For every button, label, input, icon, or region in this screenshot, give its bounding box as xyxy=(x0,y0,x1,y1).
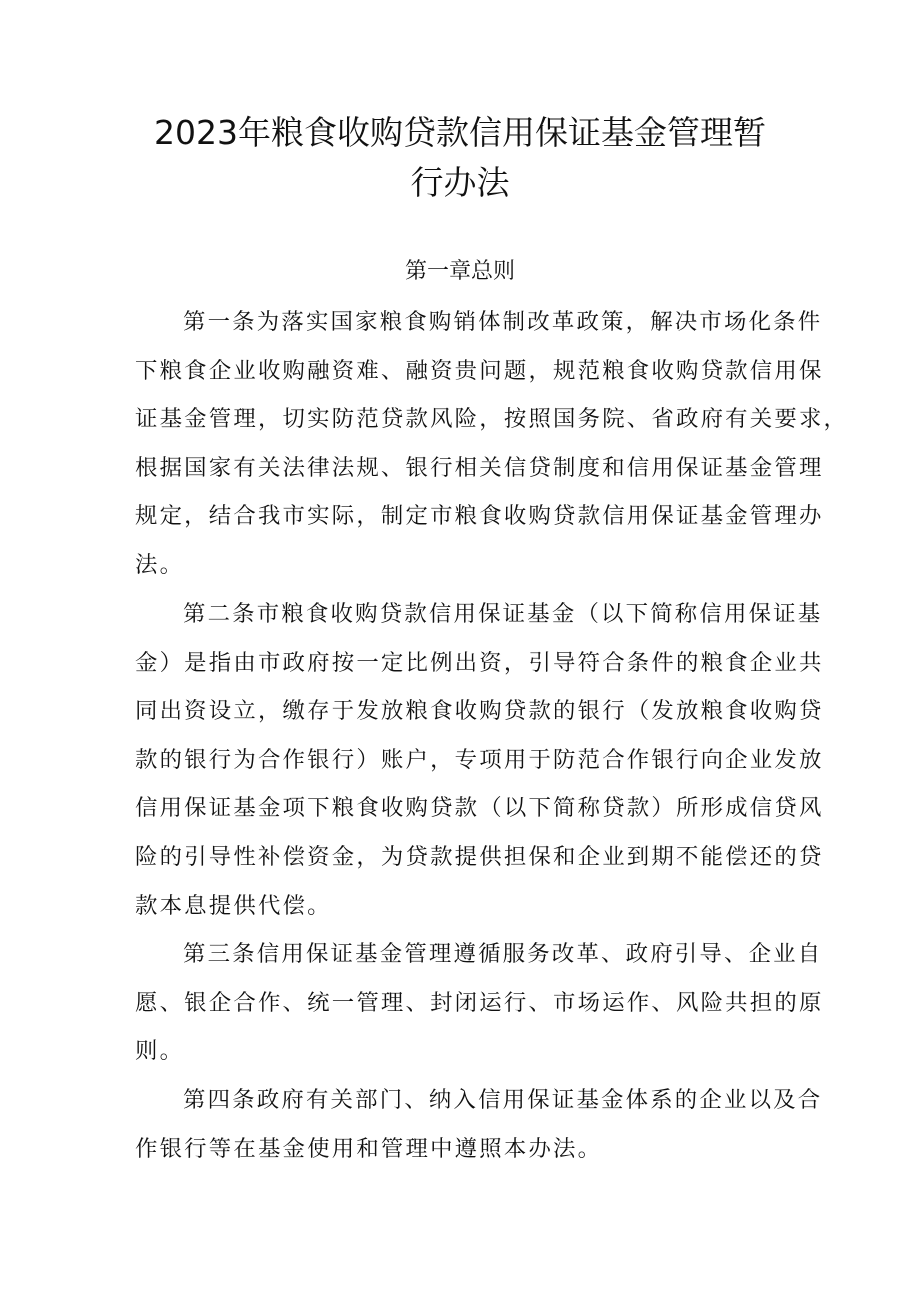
article-4 xyxy=(135,1076,823,1173)
article-2-line: 款的银行为合作银行）账户，专项用于防范合作银行向企业发放 xyxy=(135,746,824,773)
article-1-line: 下粮食企业收购融资难、融资贵问题，规范粮食收购贷款信用保 xyxy=(135,357,824,384)
article-2-line: 金）是指由市政府按一定比例出资，引导符合条件的粮食企业共 xyxy=(135,649,824,676)
article-2-line: 信用保证基金项下粮食收购贷款（以下简称贷款）所形成信贷风 xyxy=(135,795,824,822)
article-2-line: 同出资设立，缴存于发放粮食收购贷款的银行（发放粮食收购贷 xyxy=(135,698,824,725)
article-3-line: 第三条信用保证基金管理遵循服务改革、政府引导、企业自 xyxy=(183,941,823,967)
article-2-line: 险的引导性补偿资金，为贷款提供担保和企业到期不能偿还的贷 xyxy=(135,843,824,870)
article-1-line: 证基金管理，切实防范贷款风险，按照国务院、省政府有关要求， xyxy=(135,406,849,433)
article-1-line: 规定，结合我市实际，制定市粮食收购贷款信用保证基金管理办 xyxy=(135,503,824,530)
article-4-line: 第四条政府有关部门、纳入信用保证基金体系的企业以及合 xyxy=(183,1087,823,1113)
article-1-line: 法。 xyxy=(135,551,185,578)
title-line-1: 2023年粮食收购贷款信用保证基金管理暂 xyxy=(154,113,766,152)
article-1 xyxy=(135,298,849,590)
article-2-line: 款本息提供代偿。 xyxy=(135,892,332,919)
chapter-heading: 第一章总则 xyxy=(404,259,515,284)
article-3-line: 则。 xyxy=(135,1038,185,1065)
article-3-line: 愿、银企合作、统一管理、封闭运行、市场运作、风险共担的原 xyxy=(135,989,824,1016)
article-3 xyxy=(135,930,824,1076)
article-4-line: 作银行等在基金使用和管理中遵照本办法。 xyxy=(135,1135,603,1162)
title-line-2: 行办法 xyxy=(410,163,510,202)
article-1-line: 根据国家有关法律法规、银行相关信贷制度和信用保证基金管理 xyxy=(135,454,824,481)
article-2-line: 第二条市粮食收购贷款信用保证基金（以下简称信用保证基 xyxy=(183,601,823,627)
article-2 xyxy=(135,590,824,930)
article-1-line: 第一条为落实国家粮食购销体制改革政策，解决市场化条件 xyxy=(183,309,823,335)
